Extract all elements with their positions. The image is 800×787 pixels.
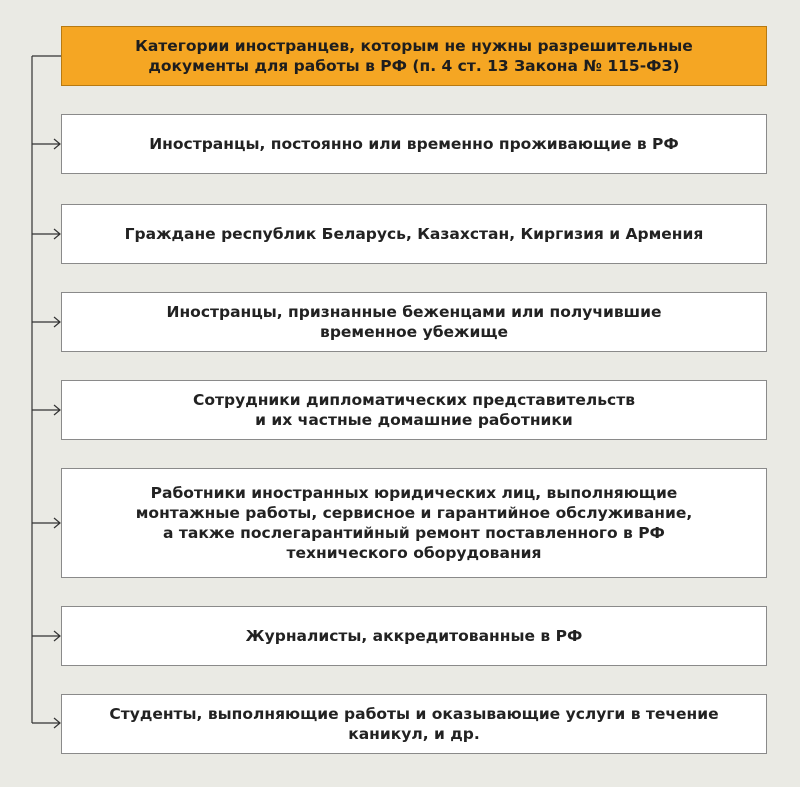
category-3-line-1: Иностранцы, признанные беженцами или получившие — [166, 303, 662, 321]
category-5-line-1: Работники иностранных юридических лиц, выполняющие — [150, 484, 678, 502]
header-line-2: документы для работы в РФ (п. 4 ст. 13 Закона № 115-ФЗ) — [148, 57, 680, 75]
category-4-line-1: Сотрудники дипломатических представительств — [192, 391, 635, 409]
category-box-3 — [61, 292, 767, 352]
category-5-line-4: технического оборудования — [286, 544, 542, 562]
category-7-line-2: каникул, и др. — [348, 725, 480, 743]
category-5-line-3: а также послегарантийный ремонт поставленного в РФ — [163, 524, 665, 542]
header-line-1: Категории иностранцев, которым не нужны разрешительные — [135, 37, 693, 55]
category-box-4 — [61, 380, 767, 440]
header-box — [61, 26, 767, 86]
category-box-2 — [61, 204, 767, 264]
category-1-line-1: Иностранцы, постоянно или временно проживающие в РФ — [149, 135, 679, 153]
category-6-line-1: Журналисты, аккредитованные в РФ — [245, 627, 583, 645]
category-box-6 — [61, 606, 767, 666]
category-7-line-1: Студенты, выполняющие работы и оказывающие услуги в течение — [109, 705, 719, 723]
category-5-line-2: монтажные работы, сервисное и гарантийное обслуживание, — [135, 504, 693, 522]
category-box-1 — [61, 114, 767, 174]
category-4-line-2: и их частные домашние работники — [255, 411, 573, 429]
category-box-7 — [61, 694, 767, 754]
category-3-line-2: временное убежище — [320, 323, 508, 341]
category-box-5 — [61, 468, 767, 578]
category-2-line-1: Граждане республик Беларусь, Казахстан, Киргизия и Армения — [124, 225, 704, 243]
